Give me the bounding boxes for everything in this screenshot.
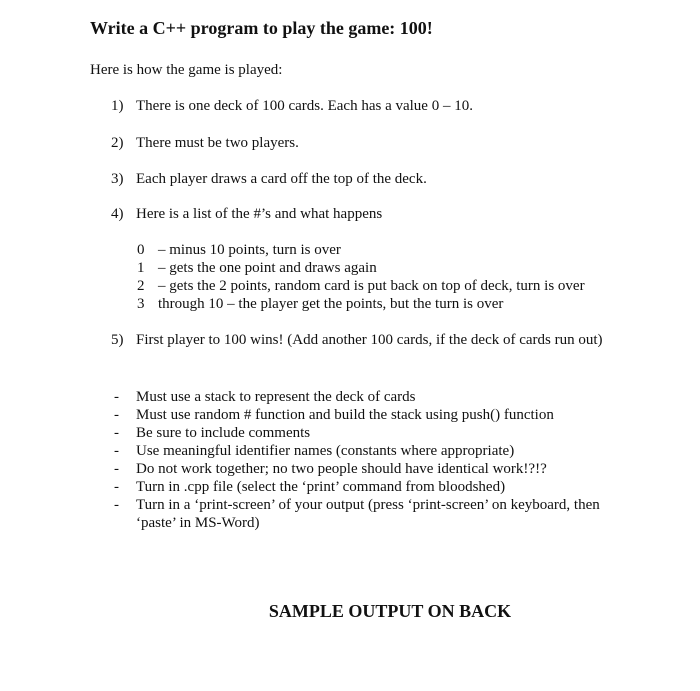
card-effect: – gets the 2 points, random card is put back on top of deck, turn is over [158,278,585,294]
card-effect: – gets the one point and draws again [158,260,377,276]
requirement-item: Turn in .cpp file (select the ‘print’ command from bloodshed) [136,479,506,495]
page-title: Write a C++ program to play the game: 100! [90,18,433,38]
requirement-item: Use meaningful identifier names (constants where appropriate) [136,443,515,459]
footer-note-container [0,601,700,622]
card-effect: through 10 – the player get the points, but the turn is over [158,296,504,312]
rule-text: There is one deck of 100 cards. Each has a value 0 – 10. [136,98,473,114]
requirement-item: Must use random # function and build the stack using push() function [136,407,554,423]
requirement-item: Turn in a ‘print-screen’ of your output (press ‘print-screen’ on keyboard, then [136,497,600,513]
requirement-item-continuation: ‘paste’ in MS-Word) [136,515,260,531]
bullet-dash: - [114,461,119,477]
bullet-dash: - [114,479,119,495]
bullet-dash: - [114,425,119,441]
card-value: 3 [137,296,145,312]
footer-note: SAMPLE OUTPUT ON BACK [268,601,512,621]
requirement-item: Must use a stack to represent the deck of cards [136,389,416,405]
card-value: 0 [137,242,145,258]
rule-text: Here is a list of the #’s and what happens [136,206,383,222]
rule-text: First player to 100 wins! (Add another 100 cards, if the deck of cards run out) [136,332,603,348]
rule-text: There must be two players. [136,135,299,151]
bullet-dash: - [114,407,119,423]
rule-number: 5) [111,332,124,348]
card-value: 1 [137,260,145,276]
bullet-dash: - [114,497,119,513]
intro-text: Here is how the game is played: [90,62,283,78]
requirement-item: Be sure to include comments [136,425,311,441]
card-value: 2 [137,278,145,294]
rule-number: 4) [111,206,124,222]
bullet-dash: - [114,443,119,459]
rule-number: 2) [111,135,124,151]
rule-number: 1) [111,98,124,114]
rule-number: 3) [111,171,124,187]
requirement-item: Do not work together; no two people should have identical work!?!? [136,461,547,477]
rule-text: Each player draws a card off the top of the deck. [136,171,427,187]
bullet-dash: - [114,389,119,405]
card-effect: – minus 10 points, turn is over [158,242,341,258]
